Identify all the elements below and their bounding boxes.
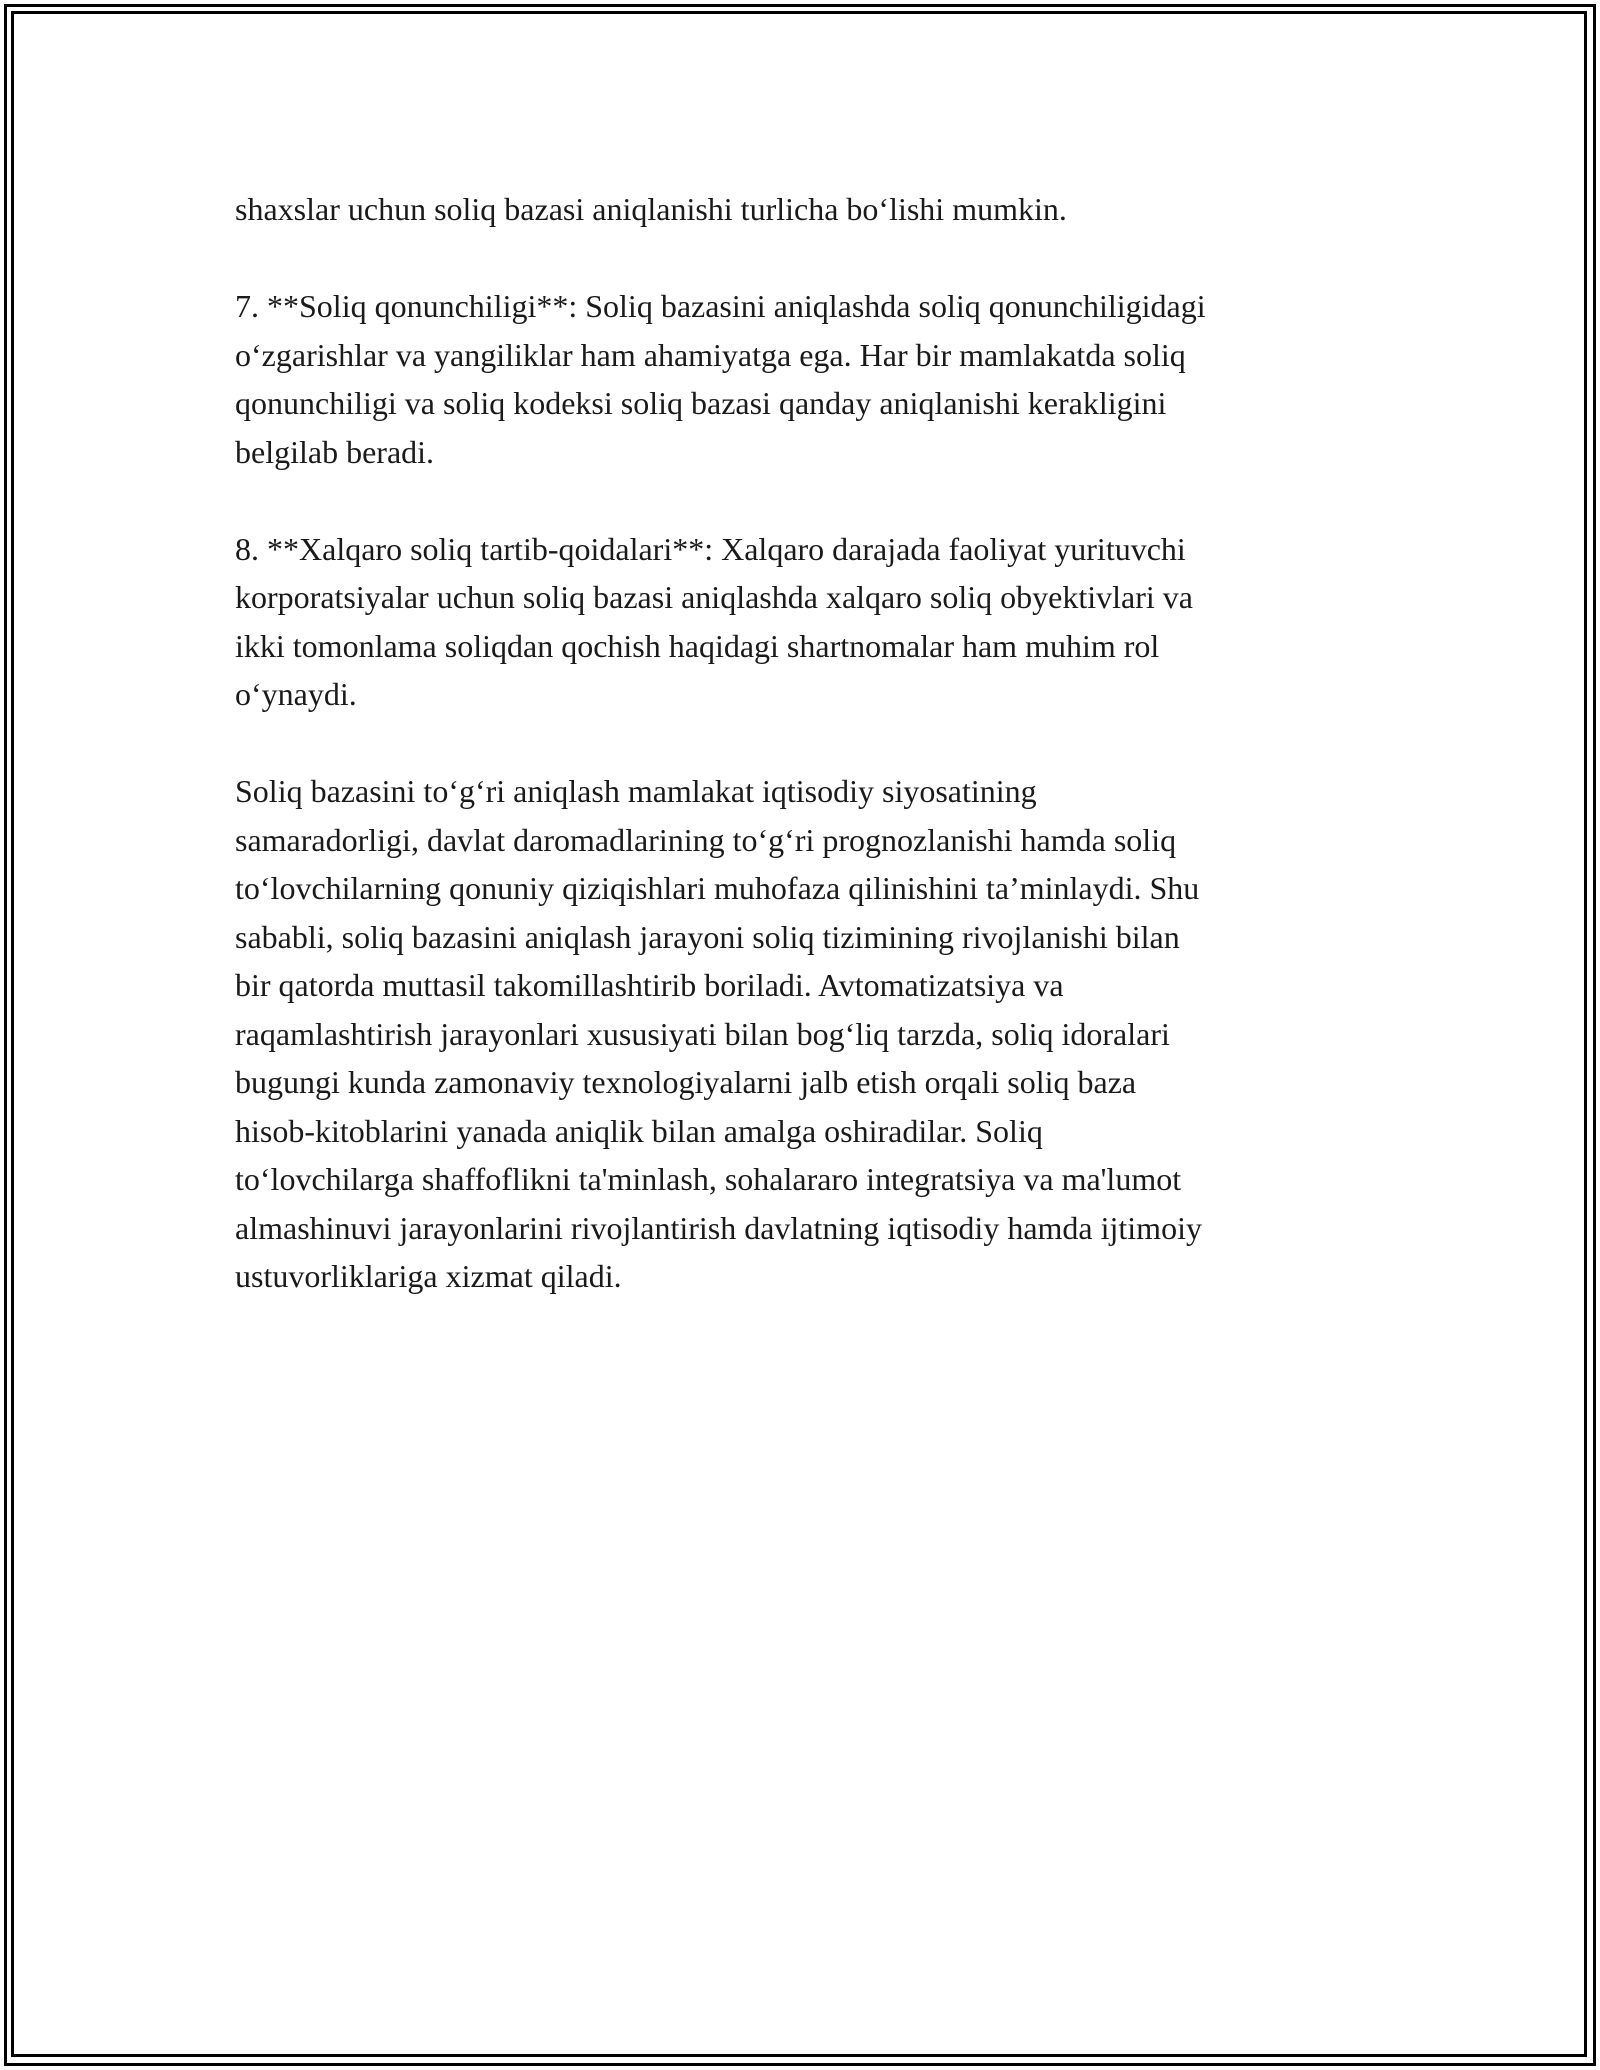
- paragraph-item-7-tax-legislation: 7. **Soliq qonunchiligi**: Soliq bazasini aniqlashda soliq qonunchiligidagi o‘zgarishlar va yangiliklar ham ahamiyatga ega. Har bir mamlakatda soliq qonunchiligi va soliq kodeksi soliq bazasi qanday aniqlanishi kerakligini belgilab beradi.: [235, 288, 1206, 470]
- document-body: [235, 185, 1365, 1301]
- paragraph-continuation: shaxslar uchun soliq bazasi aniqlanishi turlicha bo‘lishi mumkin.: [235, 191, 1067, 227]
- paragraph-item-8-international-tax-rules: 8. **Xalqaro soliq tartib-qoidalari**: Xalqaro darajada faoliyat yurituvchi korporatsiyalar uchun soliq bazasi aniqlashda xalqaro soliq obyektivlari va ikki tomonlama soliqdan qochish haqidagi shartnomalar ham muhim rol o‘ynaydi.: [235, 530, 1193, 712]
- paragraph-conclusion: Soliq bazasini to‘g‘ri aniqlash mamlakat iqtisodiy siyosatining samaradorligi, davlat daromadlarining to‘g‘ri prognozlanishi hamda soliq to‘lovchilarning qonuniy qiziqishlari muhofaza qilinishini ta’minlaydi. Shu sababli, soliq bazasini aniqlash jarayoni soliq tizimining rivojlanishi bilan bir qatorda muttasil takomillashtirib boriladi. Avtomatizatsiya va raqamlashtirish jarayonlari xususiyati bilan bog‘liq tarzda, soliq idoralari bugungi kunda zamonaviy texnologiyalarni jalb etish orqali soliq baza hisob-kitoblarini yanada aniqlik bilan amalga oshiradilar. Soliq to‘lovchilarga shaffoflikni ta'minlash, sohalararo integratsiya va ma'lumot almashinuvi jarayonlarini rivojlantirish davlatning iqtisodiy hamda ijtimoiy ustuvorliklariga xizmat qiladi.: [235, 773, 1202, 1294]
